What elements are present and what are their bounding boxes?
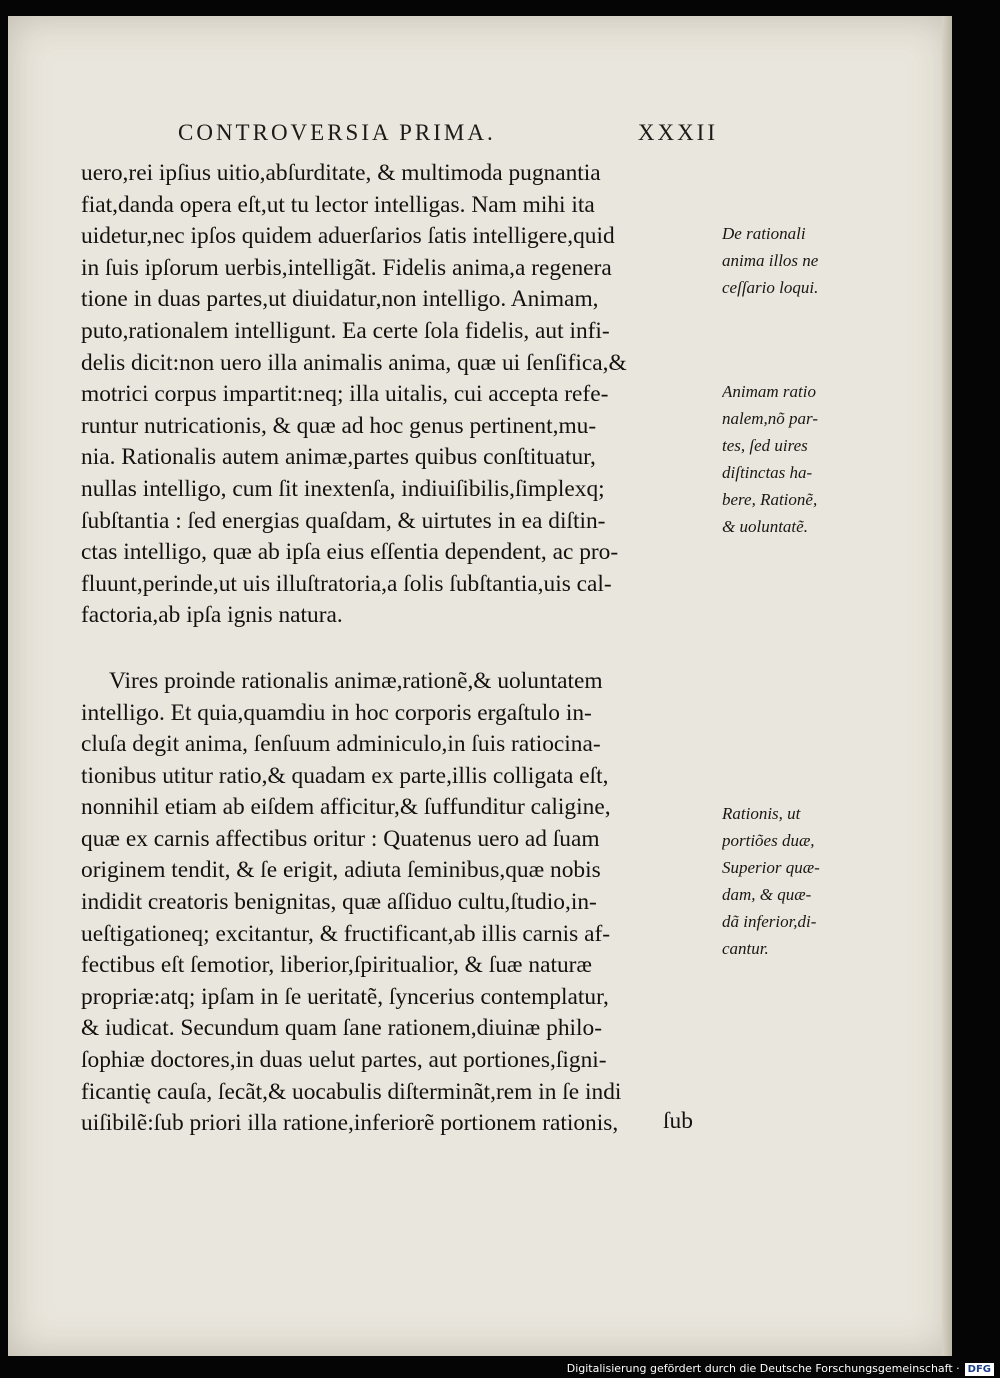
book-page xyxy=(8,16,952,1356)
marginal-note-line: Animam ratio xyxy=(722,382,816,401)
text-line: & iudicat. Secundum quam ſane rationem,diuinæ philo- xyxy=(81,1015,602,1042)
text-line: indidit creatoris benignitas, quæ aſſiduo cultu,ſtudio,in- xyxy=(81,889,597,916)
marginal-note-line: cantur. xyxy=(722,939,769,958)
text-line: ueſtigationeq; excitantur, & fructificant,ab illis carnis af- xyxy=(81,920,611,947)
paragraph-1 xyxy=(81,158,721,632)
catchword: ſub xyxy=(663,1108,693,1134)
marginal-note-line: dã inferior,di- xyxy=(722,912,817,931)
dfg-logo-icon: DFG xyxy=(965,1363,994,1376)
text-line: ſubſtantia : ſed energias quaſdam, & uirtutes in ea diſtin- xyxy=(81,507,606,534)
text-line: ſophiæ doctores,in duas uelut partes, aut portiones,ſigni- xyxy=(81,1047,607,1074)
page-edge xyxy=(942,16,952,1356)
text-line: quæ ex carnis affectibus oritur : Quatenus uero ad ſuam xyxy=(81,825,600,852)
running-head xyxy=(178,112,718,152)
text-line: nonnihil etiam ab eiſdem afficitur,& ſuffunditur caligine, xyxy=(81,794,611,821)
text-line: nullas intelligo, cum ſit inextenſa, indiuiſibilis,ſimplexq; xyxy=(81,475,605,502)
text-line-indented: Vires proinde rationalis animæ,rationẽ,& uoluntatem xyxy=(109,667,603,694)
text-line: fluunt,perinde,ut uis illuſtratoria,a ſolis ſubſtantia,uis cal- xyxy=(81,570,612,597)
marginal-note-1 xyxy=(722,220,862,301)
marginal-note-line: nalem,nõ par- xyxy=(722,409,818,428)
paragraph-gap xyxy=(81,632,721,666)
marginal-note-line: anima illos ne xyxy=(722,251,819,270)
marginal-note-line: portiões duæ, xyxy=(722,831,815,850)
text-line: cluſa degit anima, ſenſuum adminiculo,in ſuis ratiocina- xyxy=(81,731,601,758)
text-line: propriæ:atq; ipſam in ſe ueritatẽ, ſyncerius contemplatur, xyxy=(81,983,609,1010)
marginal-note-line: & uoluntatẽ. xyxy=(722,517,808,536)
text-line: delis dicit:non uero illa animalis anima, quæ ui ſenſifica,& xyxy=(81,349,627,376)
main-text-block xyxy=(81,158,721,1140)
marginal-note-line: diſtinctas ha- xyxy=(722,463,813,482)
text-line: ctas intelligo, quæ ab ipſa eius eſſentia dependent, ac pro- xyxy=(81,539,619,566)
marginal-note-line: dam, & quæ- xyxy=(722,885,812,904)
marginal-note-line: Superior quæ- xyxy=(722,858,820,877)
text-line: fectibus eſt ſemotior, liberior,ſpiritualior, & ſuæ naturæ xyxy=(81,952,593,979)
marginal-note-2 xyxy=(722,378,862,540)
text-line: tione in duas partes,ut diuidatur,non intelligo. Animam, xyxy=(81,286,599,313)
marginal-note-line: tes, ſed uires xyxy=(722,436,808,455)
text-line: uidetur,nec ipſos quidem aduerſarios ſatis intelligere,quid xyxy=(81,223,615,250)
marginal-note-line: Rationis, ut xyxy=(722,804,801,823)
text-line: ficantię cauſa, ſecãt,& uocabulis diſterminãt,rem in ſe indi xyxy=(81,1078,622,1105)
text-line: motrici corpus impartit:neq; illa uitalis, cui accepta refe- xyxy=(81,381,609,408)
text-line: tionibus utitur ratio,& quadam ex parte,illis colligata eſt, xyxy=(81,762,609,789)
text-line: runtur nutricationis, & quæ ad hoc genus pertinent,mu- xyxy=(81,412,597,439)
text-line: in ſuis ipſorum uerbis,intelligãt. Fidelis anima,a regenera xyxy=(81,254,612,281)
text-line: nia. Rationalis autem animæ,partes quibus conſtituatur, xyxy=(81,444,596,471)
marginal-note-line: ceſſario loqui. xyxy=(722,278,819,297)
marginal-note-line: bere, Rationẽ, xyxy=(722,490,818,509)
marginal-note-line: De rationali xyxy=(722,224,806,243)
text-line: fiat,danda opera eſt,ut tu lector intelligas. Nam mihi ita xyxy=(81,191,595,218)
running-head-title: CONTROVERSIA PRIMA. xyxy=(178,120,496,145)
text-line: originem tendit, & ſe erigit, adiuta ſeminibus,quæ nobis xyxy=(81,857,601,884)
funding-credit-text: Digitalisierung gefördert durch die Deutsche Forschungsgemeinschaft · xyxy=(566,1362,960,1375)
text-line: uiſibilẽ:ſub priori illa ratione,inferiorẽ portionem rationis, xyxy=(81,1110,619,1137)
text-line: uero,rei ipſius uitio,abſurditate, & multimoda pugnantia xyxy=(81,160,601,186)
text-line: puto,rationalem intelligunt. Ea certe ſola fidelis, aut infi- xyxy=(81,317,610,344)
funding-footer xyxy=(567,1361,994,1377)
text-line: intelligo. Et quia,quamdiu in hoc corporis ergaſtulo in- xyxy=(81,699,592,726)
paragraph-2 xyxy=(81,666,721,1140)
text-line: factoria,ab ipſa ignis natura. xyxy=(81,602,343,629)
folio-number: XXXII xyxy=(637,120,718,145)
marginal-note-3 xyxy=(722,800,862,962)
